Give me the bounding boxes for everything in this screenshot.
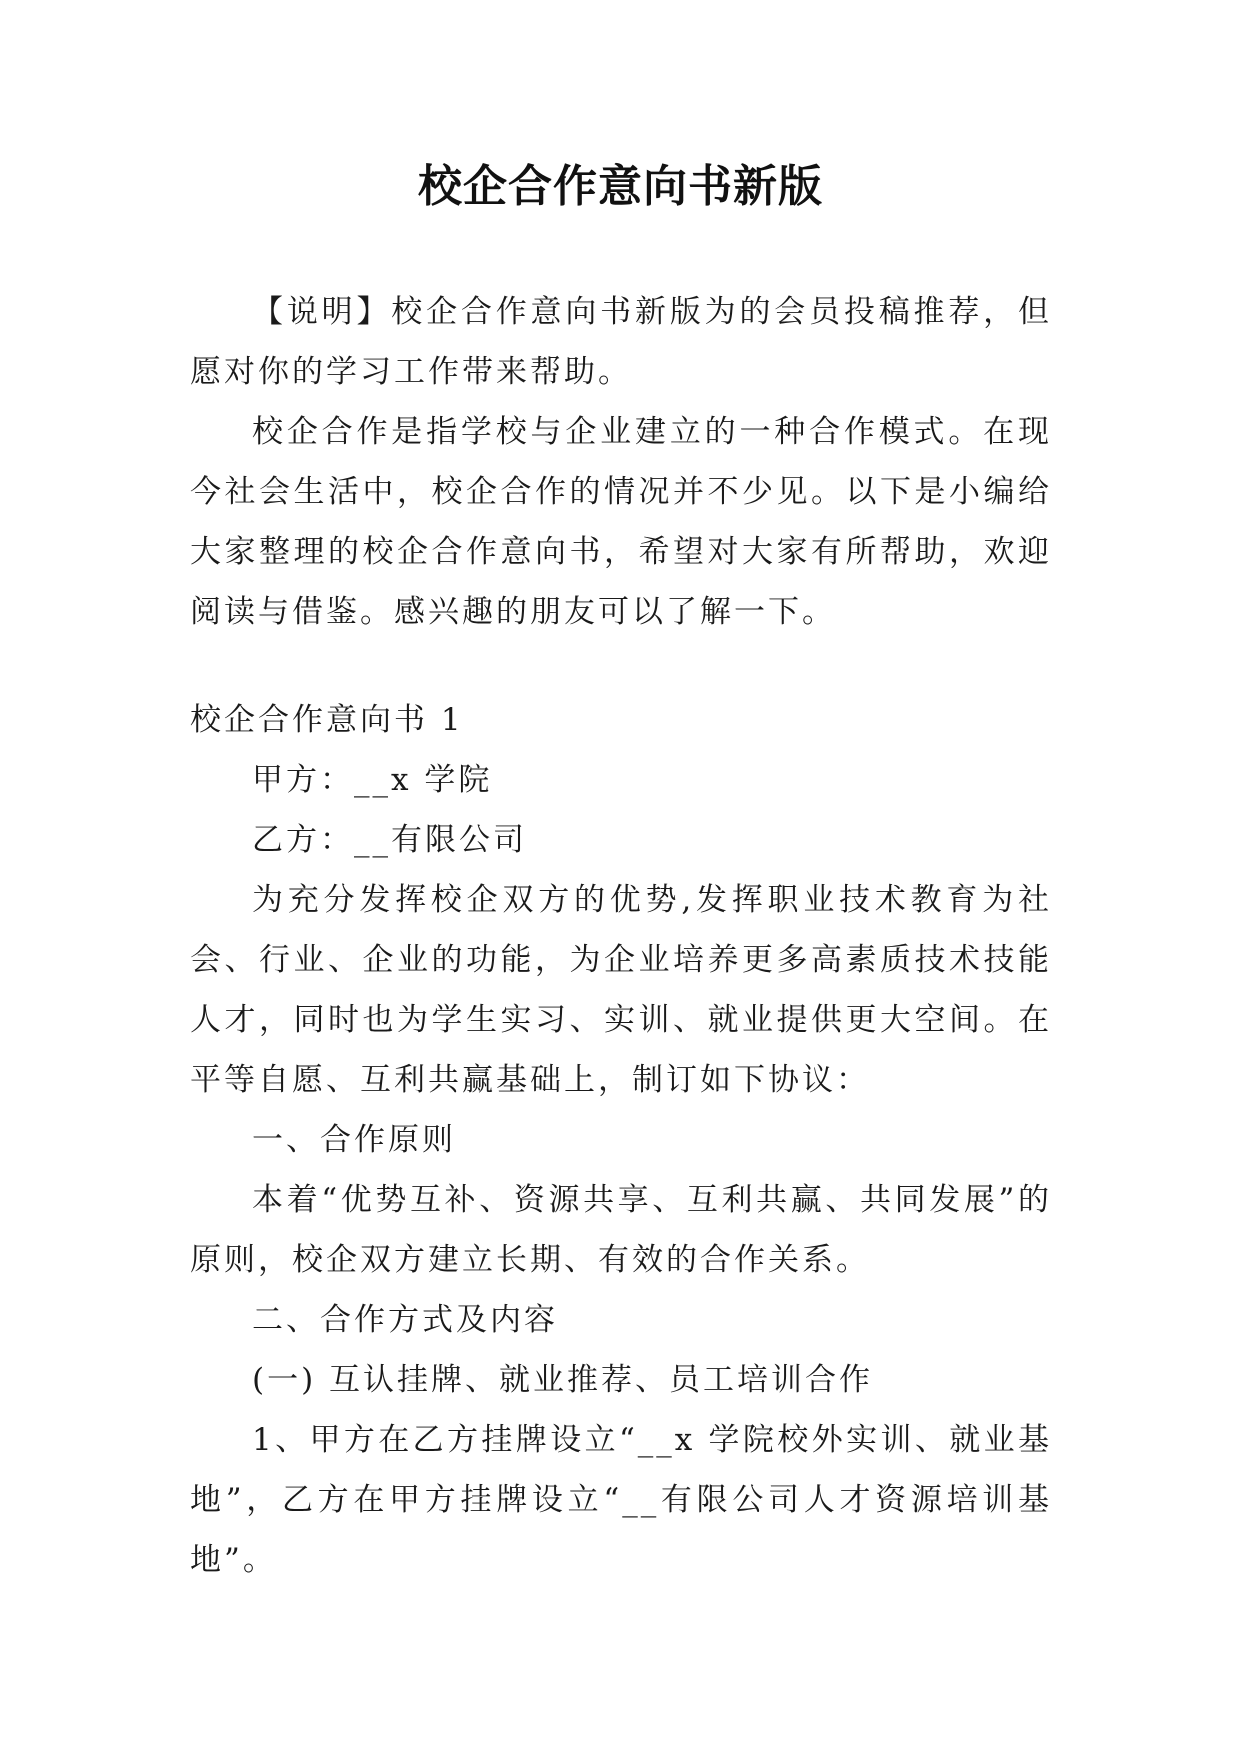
party-a-line: 甲方：__x 学院 bbox=[252, 762, 493, 798]
note-paragraph: 【说明】校企合作意向书新版为的会员投稿推荐，但愿对你的学习工作带来帮助。 bbox=[190, 294, 1052, 390]
party-b-line: 乙方：__有限公司 bbox=[252, 822, 527, 858]
subheading-plaque-cooperation: (一) 互认挂牌、就业推荐、员工培训合作 bbox=[252, 1362, 874, 1398]
heading-cooperation-principle: 一、合作原则 bbox=[252, 1122, 456, 1158]
item-1-paragraph: 1、甲方在乙方挂牌设立“__x 学院校外实训、就业基地”，乙方在甲方挂牌设立“__有限公司人才资源培训基地”。 bbox=[190, 1422, 1052, 1578]
note-section bbox=[190, 282, 1052, 642]
intro-paragraph: 校企合作是指学校与企业建立的一种合作模式。在现今社会生活中，校企合作的情况并不少见。以下是小编给大家整理的校企合作意向书，希望对大家有所帮助，欢迎阅读与借鉴。感兴趣的朋友可以了解一下。 bbox=[190, 414, 1052, 630]
agreement-section bbox=[190, 690, 1052, 1590]
principle-paragraph: 本着“优势互补、资源共享、互利共赢、共同发展”的原则，校企双方建立长期、有效的合作关系。 bbox=[190, 1182, 1052, 1278]
section-heading: 校企合作意向书 1 bbox=[190, 702, 464, 738]
document-title: 校企合作意向书新版 bbox=[418, 161, 823, 212]
agreement-intro-paragraph: 为充分发挥校企双方的优势,发挥职业技术教育为社会、行业、企业的功能，为企业培养更多高素质技术技能人才，同时也为学生实习、实训、就业提供更大空间。在平等自愿、互利共赢基础上，制订如下协议： bbox=[190, 882, 1052, 1098]
heading-cooperation-method: 二、合作方式及内容 bbox=[252, 1302, 558, 1338]
